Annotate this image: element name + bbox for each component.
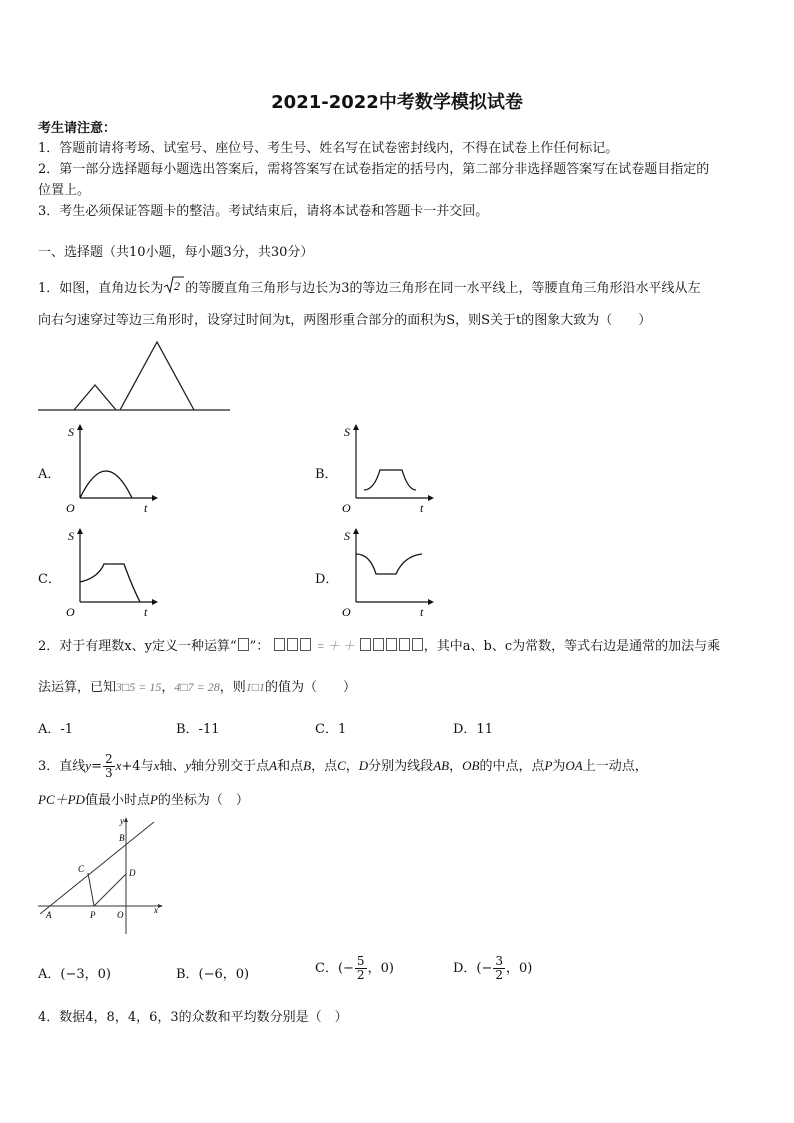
q3-text: = xyxy=(91,759,102,774)
label-a: A xyxy=(46,910,52,920)
q2-text-a: 2．对于有理数x、y定义一种运算“ xyxy=(38,639,237,654)
axis-origin: O xyxy=(66,501,75,515)
notice-item-3: 3．考生必须保证答题卡的整洁。考试结束后，请将本试卷和答题卡一并交回。 xyxy=(38,204,489,219)
placeholder-box-icon xyxy=(373,638,384,651)
opt-text: ，0) xyxy=(367,961,394,976)
q3-text: 分别为线段 xyxy=(368,759,434,774)
axis-origin: O xyxy=(342,605,351,619)
q3-text: ， xyxy=(449,759,463,774)
q3-var: y xyxy=(185,758,192,773)
opt-text: D．(− xyxy=(453,961,493,976)
q1-option-b-label[interactable]: B． xyxy=(315,467,338,482)
q3-text: ， xyxy=(345,759,359,774)
placeholder-box-icon xyxy=(386,638,397,651)
label-b: B xyxy=(119,833,125,843)
label-x: x xyxy=(154,905,158,915)
q2-option-b[interactable]: B．-11 xyxy=(176,722,220,737)
label-y: y xyxy=(120,816,124,826)
opt-fraction xyxy=(355,955,367,982)
q3-option-a[interactable]: A．(−3，0) xyxy=(38,967,111,982)
label-p: P xyxy=(90,910,96,920)
q2-eq-3: 1□1 xyxy=(245,680,266,694)
frac-denominator: 2 xyxy=(356,968,365,982)
q3-var: y xyxy=(85,758,92,773)
axis-t: t xyxy=(420,501,424,515)
placeholder-box-icon xyxy=(399,638,410,651)
section-heading: 一、选择题（共10小题，每小题3分，共30分） xyxy=(38,245,314,260)
q2-text-c: ，其中a、b、c为常数，等式右边是通常的加法与乘 xyxy=(423,639,721,654)
axis-t: t xyxy=(420,605,424,619)
q1-option-d-label[interactable]: D． xyxy=(315,572,339,587)
q3-var: OA xyxy=(565,758,583,773)
q2-option-a[interactable]: A．-1 xyxy=(38,722,74,737)
axis-origin: O xyxy=(342,501,351,515)
q3-var: x xyxy=(153,758,160,773)
label-d: D xyxy=(129,868,136,878)
q2-option-d[interactable]: D．11 xyxy=(453,722,493,737)
q3-var: D xyxy=(358,758,369,773)
q3-text: ，点 xyxy=(311,759,338,774)
notice-heading: 考生请注意： xyxy=(38,121,117,136)
question-1-line-1 xyxy=(38,276,701,300)
q3-var: P xyxy=(149,792,158,807)
frac-denominator: 3 xyxy=(104,766,113,780)
notice-item-2: 2．第一部分选择题每小题选出答案后，需将答案写在试卷指定的括号内，第二部分非选择题答案写在试卷题目指定的 xyxy=(38,162,710,177)
q1-triangles-figure xyxy=(36,338,232,416)
q3-coordinate-figure xyxy=(36,814,166,938)
axis-origin: O xyxy=(66,605,75,619)
sqrt-symbol xyxy=(163,276,185,300)
frac-numerator: 5 xyxy=(356,954,365,968)
frac-denominator: 2 xyxy=(495,968,504,982)
opt-text: C．(− xyxy=(315,961,354,976)
question-1-line-2: 向右匀速穿过等边三角形时，设穿过时间为t，两图形重合部分的面积为S，则S关于t的图象大致为（ ） xyxy=(38,313,652,328)
axis-s: S xyxy=(344,529,350,543)
q2-text-f: 的值为（ ） xyxy=(265,680,357,695)
question-4: 4．数据4，8，4，6，3的众数和平均数分别是（ ） xyxy=(38,1010,348,1025)
notice-item-2-cont: 位置上。 xyxy=(38,183,91,198)
q3-var: B xyxy=(303,758,312,773)
q3-var: A xyxy=(269,758,278,773)
frac-numerator: 3 xyxy=(495,954,504,968)
question-2-line-2: 法运算，已知3□5 = 15，4□7 = 28，则1□1的值为（ ） xyxy=(38,680,357,695)
q3-text: 和点 xyxy=(277,759,304,774)
q3-var: x xyxy=(115,758,122,773)
q1-graph-b[interactable] xyxy=(336,424,434,516)
label-c: C xyxy=(78,864,85,874)
q2-text-e: ，则 xyxy=(219,680,246,695)
q3-var: P xyxy=(544,758,553,773)
axis-s: S xyxy=(68,425,74,439)
q3-var: AB xyxy=(433,758,450,773)
q3-text: 的坐标为（ ） xyxy=(157,793,249,808)
q3-text: 3．直线 xyxy=(38,759,86,774)
q2-formula: = ＋ ＋ xyxy=(316,639,355,653)
q2-text-d: 法运算，已知 xyxy=(38,680,117,695)
opt-fraction xyxy=(493,955,505,982)
notice-item-1: 1．答题前请将考场、试室号、座位号、考生号、姓名写在试卷密封线内，不得在试卷上作任何标记。 xyxy=(38,141,619,156)
q3-option-c[interactable] xyxy=(315,955,394,983)
q3-var: C xyxy=(337,758,346,773)
placeholder-box-icon xyxy=(412,638,423,651)
q3-var: PC＋PD xyxy=(38,792,85,807)
placeholder-box-icon xyxy=(300,638,311,651)
q3-text: 轴、 xyxy=(159,759,186,774)
q3-option-d[interactable] xyxy=(453,955,532,983)
q1-graph-a[interactable] xyxy=(60,424,158,516)
question-2-line-1 xyxy=(38,637,720,656)
q1-option-a-label[interactable]: A． xyxy=(38,467,61,482)
axis-t: t xyxy=(144,501,148,515)
sqrt-value: 2 xyxy=(174,279,181,293)
page-title: 2021-2022中考数学模拟试卷 xyxy=(271,92,523,113)
operator-box-icon xyxy=(238,638,249,651)
q3-text: 值最小时点 xyxy=(84,793,150,808)
axis-t: t xyxy=(144,605,148,619)
q3-text: 上一动点， xyxy=(582,759,648,774)
q2-text-b: ”： xyxy=(249,639,270,654)
q3-text: 为 xyxy=(552,759,566,774)
q3-text: 的中点，点 xyxy=(479,759,545,774)
q1-graph-c[interactable] xyxy=(60,528,158,620)
q3-fraction xyxy=(103,753,115,780)
placeholder-box-icon xyxy=(274,638,285,651)
q2-option-c[interactable]: C．1 xyxy=(315,722,347,737)
axis-s: S xyxy=(68,529,74,543)
axis-s: S xyxy=(344,425,350,439)
frac-numerator: 2 xyxy=(104,752,113,766)
q3-var: OB xyxy=(462,758,480,773)
q1-text-a: 1．如图，直角边长为 xyxy=(38,281,164,296)
q1-option-c-label[interactable]: C． xyxy=(38,572,61,587)
q3-text: +4与 xyxy=(121,759,154,774)
q1-text-b: 的等腰直角三角形与边长为3的等边三角形在同一水平线上，等腰直角三角形沿水平线从左 xyxy=(185,281,701,296)
question-3-line-2 xyxy=(38,791,249,810)
placeholder-box-icon xyxy=(287,638,298,651)
q2-eq-2: 4□7 = 28 xyxy=(174,680,220,694)
q2-eq-1: 3□5 = 15 xyxy=(116,680,162,694)
q1-graph-d[interactable] xyxy=(336,528,434,620)
placeholder-box-icon xyxy=(360,638,371,651)
q3-option-b[interactable]: B．(−6，0) xyxy=(176,967,250,982)
label-o: O xyxy=(117,910,124,920)
question-3-line-1 xyxy=(38,752,648,781)
opt-text: ，0) xyxy=(506,961,533,976)
q3-text: 轴分别交于点 xyxy=(191,759,270,774)
